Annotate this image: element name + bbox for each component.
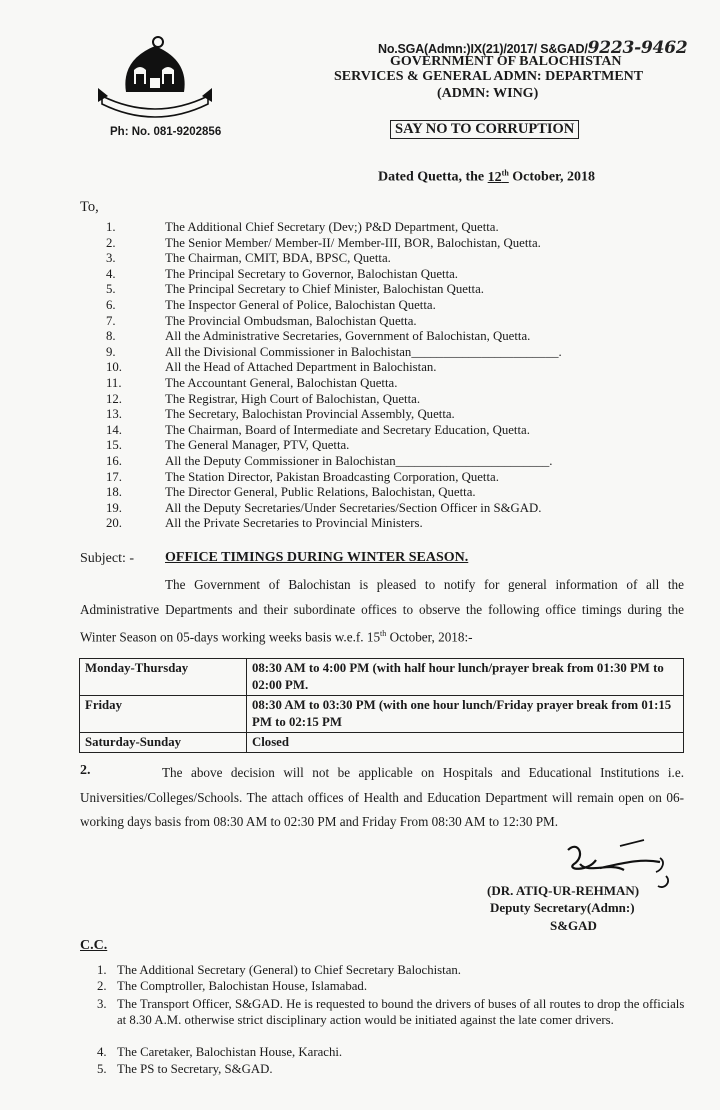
addressee-text: The Senior Member/ Member-II/ Member-III, BOR, Balochistan, Quetta. — [165, 235, 541, 250]
handwritten-reference: 9223-9462 — [587, 38, 688, 58]
timings-hours: 08:30 AM to 03:30 PM (with one hour lunch/Friday prayer break from 01:15 PM to 02:15 PM — [247, 696, 684, 733]
addressee-number: 11. — [106, 376, 122, 390]
timings-row — [80, 696, 684, 733]
timings-row — [80, 733, 684, 753]
addressee-text: All the Divisional Commissioner in Balochistan_______________________. — [165, 344, 562, 359]
addressee-number: 8. — [106, 329, 116, 344]
addressee-number: 16. — [106, 454, 122, 468]
addressee-number: 13. — [106, 407, 122, 422]
timings-row — [80, 659, 684, 696]
cc-label: C.C. — [80, 938, 108, 953]
cc-number: 4. — [97, 1045, 107, 1059]
subject-title: OFFICE TIMINGS DURING WINTER SEASON. — [165, 550, 469, 565]
signatory-name: (DR. ATIQ-UR-REHMAN) — [487, 883, 640, 898]
reference-number-text: No.SGA(Admn:)IX(21)/2017/ S&GAD/ — [378, 42, 588, 56]
addressee-number: 15. — [106, 438, 122, 453]
timings-table — [79, 658, 684, 753]
addressee-number: 3. — [106, 251, 116, 266]
addressee-number: 2. — [106, 235, 116, 250]
cc-text: The Transport Officer, S&GAD. He is requested to bound the drivers of buses of all routes to drop the officials at 8.30 A.M. otherwise strict disciplinary action would be initiated against the late comer drivers. — [117, 997, 685, 1027]
cc-number: 2. — [97, 979, 107, 993]
cc-number: 5. — [97, 1062, 107, 1076]
addressee-text: All the Head of Attached Department in Balochistan. — [165, 360, 437, 375]
addressee-text: All the Deputy Commissioner in Balochistan________________________. — [165, 454, 553, 468]
wing-heading: (ADMN: WING) — [437, 86, 539, 101]
paragraph-2: The above decision will not be applicable on Hospitals and Educational Institutions i.e. Universities/Colleges/Schools. The attach offices of Health and Education Department will remain open on 06-working days basis from 08:30 AM to 02:30 PM and Friday From 08:30 AM to 12:30 PM. — [80, 765, 684, 829]
slogan-box: SAY NO TO CORRUPTION — [390, 120, 579, 139]
timings-hours: Closed — [247, 733, 684, 753]
addressee-text: The Secretary, Balochistan Provincial Assembly, Quetta. — [165, 407, 455, 422]
subject-label: Subject: - — [80, 551, 135, 566]
government-heading: GOVERNMENT OF BALOCHISTAN — [390, 54, 622, 69]
addressee-text: The General Manager, PTV, Quetta. — [165, 438, 350, 453]
addressee-number: 14. — [106, 422, 122, 437]
cc-number: 3. — [97, 997, 107, 1011]
notification-paragraph: The Government of Balochistan is pleased to notify for general information of all the Administrative Departments and their subordinate offices to observe the following office timings during the Winter Season on 05-days working weeks basis w.e.f. 15th October, 2018:- — [80, 577, 684, 645]
addressee-text: The Registrar, High Court of Balochistan, Quetta. — [165, 391, 421, 406]
addressee-number: 5. — [106, 282, 116, 297]
addressee-number: 1. — [106, 220, 116, 234]
cc-text: The Additional Secretary (General) to Chief Secretary Balochistan. — [117, 963, 461, 977]
addressee-number: 10. — [106, 360, 122, 375]
paragraph-indent — [80, 577, 165, 592]
to-label: To, — [80, 199, 99, 215]
timings-day: Monday-Thursday — [80, 659, 247, 696]
addressee-text: All the Deputy Secretaries/Under Secretaries/Section Officer in S&GAD. — [165, 500, 542, 515]
timings-day: Saturday-Sunday — [80, 733, 247, 753]
addressee-text: The Provincial Ombudsman, Balochistan Quetta. — [165, 313, 417, 328]
cc-number: 1. — [97, 963, 107, 977]
addressee-number: 19. — [106, 500, 122, 515]
cc-text: The PS to Secretary, S&GAD. — [117, 1062, 273, 1076]
addressee-number: 7. — [106, 313, 116, 328]
phone-number: Ph: No. 081-9202856 — [110, 126, 222, 138]
department-heading: SERVICES & GENERAL ADMN: DEPARTMENT — [334, 69, 644, 84]
addressee-number: 12. — [106, 391, 122, 406]
addressee-text: The Chairman, Board of Intermediate and Secretary Education, Quetta. — [165, 422, 530, 437]
paragraph-2-number: 2. — [80, 763, 91, 778]
addressee-text: The Principal Secretary to Chief Minister, Balochistan Quetta. — [165, 282, 484, 297]
date-line — [378, 168, 595, 186]
balochistan-emblem-logo — [96, 30, 214, 118]
addressee-number: 17. — [106, 469, 122, 484]
timings-hours: 08:30 AM to 4:00 PM (with half hour lunch/prayer break from 01:30 PM to 02:00 PM. — [247, 659, 684, 696]
cc-text: The Caretaker, Balochistan House, Karachi. — [117, 1045, 343, 1059]
addressee-number: 6. — [106, 298, 116, 312]
addressee-text: The Accountant General, Balochistan Quetta. — [165, 376, 398, 390]
addressee-text: All the Administrative Secretaries, Government of Balochistan, Quetta. — [165, 329, 531, 344]
addressee-text: The Station Director, Pakistan Broadcasting Corporation, Quetta. — [165, 469, 499, 484]
addressee-text: The Inspector General of Police, Balochistan Quetta. — [165, 298, 436, 312]
addressee-text: All the Private Secretaries to Provincial Ministers. — [165, 516, 423, 531]
timings-day: Friday — [80, 696, 247, 733]
signatory-office: S&GAD — [550, 918, 597, 933]
cc-text: The Comptroller, Balochistan House, Islamabad. — [117, 979, 368, 993]
date-day: 12th — [487, 168, 509, 185]
addressee-number: 4. — [106, 266, 116, 281]
addressee-number: 20. — [106, 516, 122, 531]
addressee-text: The Additional Chief Secretary (Dev;) P&D Department, Quetta. — [165, 220, 499, 234]
addressee-number: 18. — [106, 485, 122, 500]
date-month: October, 2018 — [512, 169, 595, 185]
addressee-text: The Chairman, CMIT, BDA, BPSC, Quetta. — [165, 251, 391, 266]
addressee-text: The Principal Secretary to Governor, Balochistan Quetta. — [165, 266, 459, 281]
addressee-number: 9. — [106, 344, 116, 359]
addressee-text: The Director General, Public Relations, Balochistan, Quetta. — [165, 485, 476, 500]
date-prefix: Dated Quetta, the — [378, 169, 485, 185]
signatory-designation: Deputy Secretary(Admn:) — [490, 900, 635, 915]
